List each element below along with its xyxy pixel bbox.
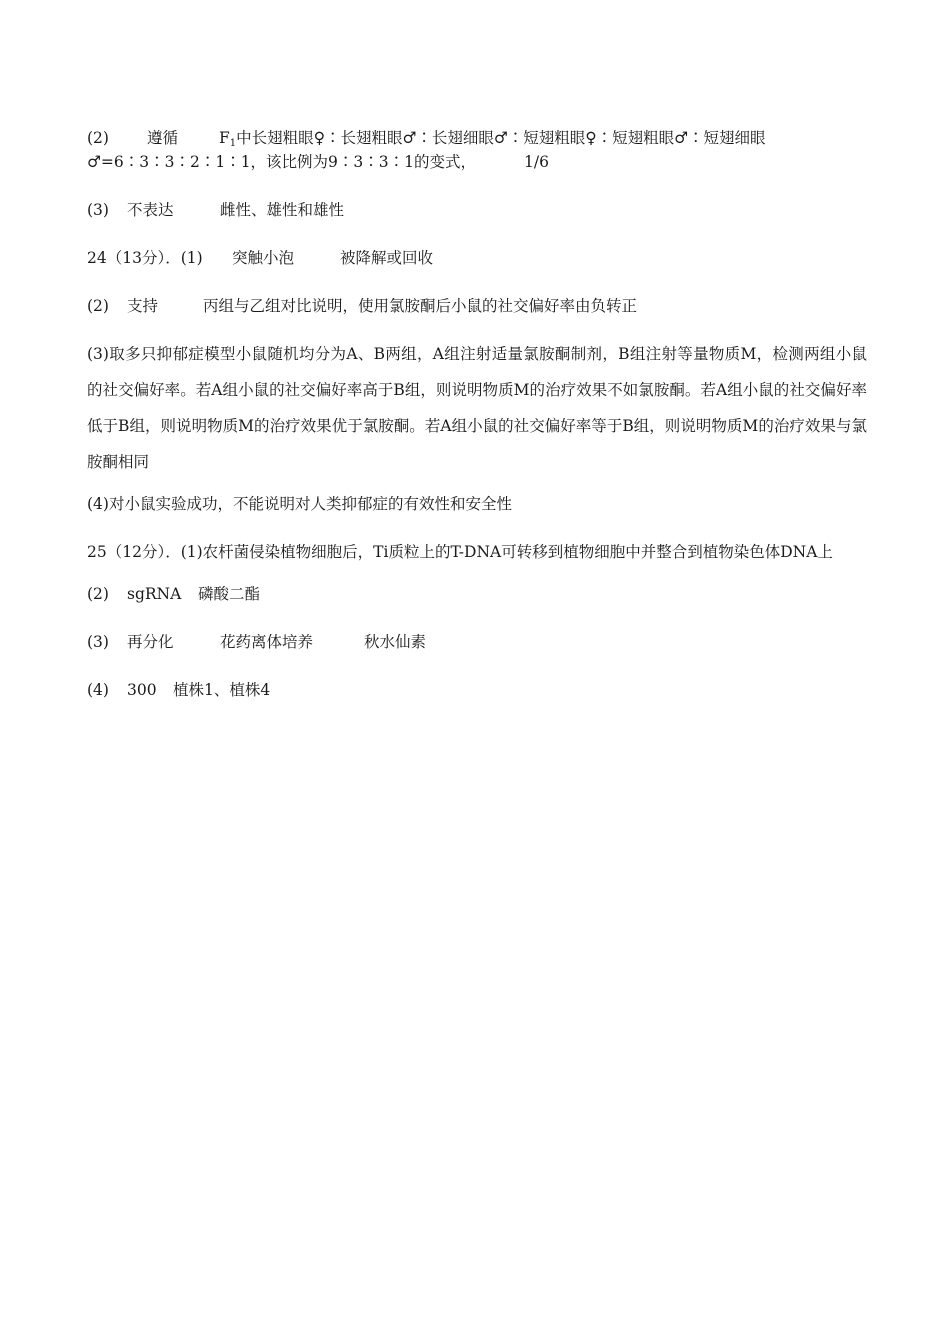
answer-25-2 — [87, 582, 867, 606]
item-number: (2) — [87, 585, 109, 603]
answer-24-4 — [87, 492, 867, 516]
answer-text: sgRNA — [127, 585, 182, 603]
item-number: (4) — [87, 681, 109, 699]
item-number: (2) — [87, 129, 109, 147]
answer-text: 磷酸二酯 — [198, 585, 261, 603]
answer-text: 丙组与乙组对比说明，使用氯胺酮后小鼠的社交偏好率由负转正 — [203, 297, 638, 315]
answer-25-4 — [87, 678, 867, 702]
item-number: (2) — [87, 297, 109, 315]
answer-24-3: (3)取多只抑郁症模型小鼠随机均分为A、B两组，A组注射适量氯胺酮制剂，B组注射等量物质M，检测两组小鼠的社交偏好率。若A组小鼠的社交偏好率高于B组，则说明物质M的治疗效果不如氯胺酮。若A组小鼠的社交偏好率低于B组，则说明物质M的治疗效果优于氯胺酮。若A组小鼠的社交偏好率等于B组，则说明物质M的治疗效果与氯胺酮相同 — [87, 345, 867, 471]
answer-text: 遵循 — [147, 129, 179, 147]
answer-23-2 — [87, 126, 867, 174]
answer-text: 支持 — [127, 297, 159, 315]
answer-text: 1/6 — [524, 153, 549, 171]
answer-text: 雌性、雄性和雄性 — [220, 201, 345, 219]
item-number: (3) — [87, 633, 109, 651]
item-number: (3) — [87, 201, 109, 219]
answer-25-1: 25（12分）．(1)农杆菌侵染植物细胞后，Ti质粒上的T-DNA可转移到植物细胞中并整合到植物染色体DNA上 — [87, 543, 833, 561]
answer-text: 被降解或回收 — [340, 249, 434, 267]
question-header: 24（13分）．(1) — [87, 249, 203, 267]
answer-text: (4)对小鼠实验成功，不能说明对人类抑郁症的有效性和安全性 — [87, 495, 512, 513]
answer-text: 植株1、植株4 — [173, 681, 271, 699]
answer-text: 再分化 — [127, 633, 174, 651]
answer-text: $F_1$中长翅粗眼♀∶长翅粗眼♂∶长翅细眼♂∶短翅粗眼♀∶短翅粗眼♂∶短翅细眼 — [219, 129, 766, 149]
answer-content — [87, 126, 867, 702]
answer-text: 300 — [127, 681, 157, 699]
answer-text: 突触小泡 — [232, 249, 295, 267]
answer-text: 不表达 — [127, 201, 174, 219]
answer-24-2 — [87, 294, 867, 318]
answer-25-3 — [87, 630, 867, 654]
answer-24-1 — [87, 246, 867, 270]
answer-text: 秋水仙素 — [364, 633, 427, 651]
answer-23-3 — [87, 198, 867, 222]
answer-text: ♂=6∶3∶3∶2∶1∶1，该比例为9∶3∶3∶1的变式， — [87, 153, 476, 171]
answer-text: 花药离体培养 — [220, 633, 314, 651]
